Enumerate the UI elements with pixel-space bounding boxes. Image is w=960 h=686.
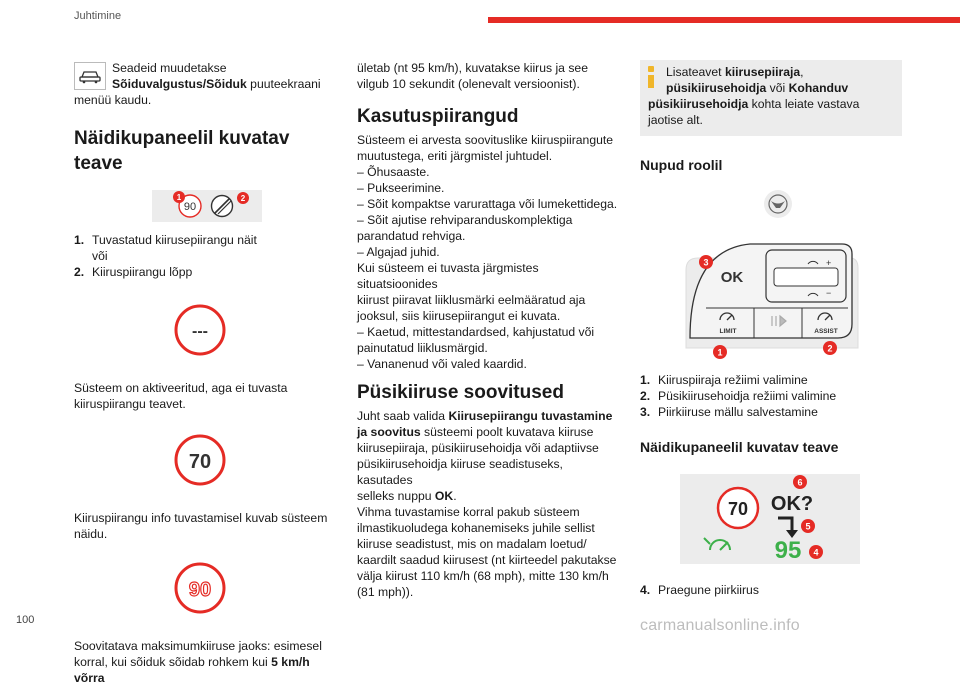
- limits-line: – Sõit ajutise rehviparanduskomplektiga: [357, 213, 573, 227]
- ok-button-label: OK: [720, 269, 744, 286]
- footer-watermark: carmanualsonline.info: [640, 617, 800, 634]
- info-line: püsikiirusehoidja kohta leiate vastava: [648, 97, 860, 111]
- rec-line: kiiruse seadistust, mis on madalam loetud/: [357, 537, 587, 551]
- section-title: Juhtimine: [74, 10, 122, 22]
- para-no-info-2: kiiruspiirangu teavet.: [74, 397, 186, 411]
- figure-steering-buttons: [680, 188, 860, 368]
- rec-line: kaardilt saadud kiirusest (nt kiirteedel pakutakse: [357, 553, 617, 567]
- svg-text:6: 6: [797, 477, 803, 488]
- info-icon: [648, 66, 655, 88]
- rec-line: ja soovitus süsteemi poolt kuvatava kiiruse: [357, 425, 594, 439]
- info-line: jaotise alt.: [648, 113, 703, 127]
- svg-text:1: 1: [717, 347, 723, 358]
- list-item: 1. Kiiruspiiraja režiimi valimine: [640, 373, 808, 387]
- col2-line: ületab (nt 95 km/h), kuvatakse kiirus ja see: [357, 61, 588, 75]
- speed-sign-90-highlighted-icon: [172, 560, 228, 616]
- ok-prompt: OK?: [770, 493, 814, 515]
- limits-line: – Pukseerimine.: [357, 181, 445, 195]
- intro-line-3: menüü kaudu.: [74, 93, 152, 107]
- info-box: [640, 60, 902, 136]
- rec-line: püsikiirusehoidja kiiruse seadistuseks, kasutades: [357, 457, 563, 487]
- limits-line: muutustega, eriti järgmistel juhtudel.: [357, 149, 553, 163]
- recommendation-text: [357, 408, 619, 600]
- svg-text:2: 2: [827, 343, 833, 354]
- svg-text:5: 5: [805, 521, 811, 532]
- figure-speed-sign-pair: [152, 190, 262, 222]
- limits-line: – Sõit kompaktse varurattaga või lumekettidega.: [357, 197, 618, 211]
- para-detect-2: näidu.: [74, 527, 108, 541]
- limits-line: kiirust piiravat liiklusmärki eelmääratud aja: [357, 293, 586, 307]
- speed-sign-70-icon: [172, 432, 228, 488]
- limits-line: – Õhusaaste.: [357, 165, 430, 179]
- speed-gauge-icon: [710, 540, 730, 550]
- page-number: 100: [16, 614, 35, 626]
- svg-text:4: 4: [813, 547, 819, 558]
- svg-text:1: 1: [176, 193, 182, 202]
- para-recommend-2: korral, kui sõiduk sõidab rohkem kui 5 km/h võrra: [74, 655, 310, 685]
- heading-usage-limits: Kasutuspiirangud: [357, 106, 519, 127]
- limits-line: Süsteem ei arvesta soovituslike kiiruspiirangute: [357, 133, 614, 147]
- list-item: 4. Praegune piirkiirus: [640, 583, 759, 597]
- para-detect-1: Kiiruspiirangu info tuvastamisel kuvab süsteem: [74, 511, 328, 525]
- para-recommend-1: Soovitatava maksimumkiiruse jaoks: esimesel: [74, 639, 322, 653]
- svg-text:2: 2: [240, 194, 246, 203]
- svg-text:3: 3: [703, 257, 709, 268]
- assist-button-label: ASSIST: [814, 328, 838, 335]
- rec-line: Juht saab valida Kiirusepiirangu tuvastamine: [357, 409, 613, 423]
- figure-sign-90: [172, 560, 228, 616]
- plus-label: +: [826, 258, 832, 268]
- column-3: [640, 60, 902, 598]
- col2-line: vilgub 10 sekundit (olenevalt versioonist).: [357, 77, 580, 91]
- heading-display-info: Näidikupaneelil kuvatav teave: [74, 128, 290, 174]
- limits-line: parandatud rehviga.: [357, 229, 466, 243]
- rec-line: ilmastikuoludega kohanemiseks juhile sellist: [357, 521, 595, 535]
- limit-button-label: LIMIT: [719, 328, 737, 335]
- list-item: 1. Tuvastatud kiirusepiirangu näit või: [74, 233, 257, 263]
- info-line: Lisateavet kiirusepiiraja,: [666, 65, 804, 79]
- header-accent-bar: [488, 17, 960, 23]
- rec-line: kiirusepiiraja, püsikiirusehoidja või adaptiivse: [357, 441, 599, 455]
- limits-line: Kui süsteem ei tuvasta järgmistes situatsioonides: [357, 261, 539, 291]
- intro-line-2: Sõiduvalgustus/Sõiduk puuteekraani: [112, 77, 321, 91]
- svg-text:90: 90: [188, 579, 212, 601]
- svg-text:70: 70: [727, 499, 749, 519]
- column-2: [357, 60, 619, 600]
- rec-line: Vihma tuvastamise korral pakub süsteem: [357, 505, 580, 519]
- display-diagram: [680, 474, 860, 564]
- fig2-legend-list: [640, 372, 902, 420]
- heading-display-info-2: Näidikupaneelil kuvatav teave: [640, 439, 839, 455]
- fig1-legend-list: [74, 232, 336, 280]
- limits-line: – Kaetud, mittestandardsed, kahjustatud või: [357, 325, 595, 339]
- heading-steering-buttons: Nupud roolil: [640, 157, 723, 173]
- limits-line: painutatud liiklusmärgid.: [357, 341, 488, 355]
- figure-display: [680, 474, 860, 564]
- car-settings-icon: [74, 62, 106, 90]
- figure-sign-70: [172, 432, 228, 488]
- list-item: 2. Püsikiirusehoidja režiimi valimine: [640, 389, 837, 403]
- info-line: püsikiirusehoidja või Kohanduv: [666, 81, 849, 95]
- limits-line: – Algajad juhid.: [357, 245, 440, 259]
- heading-speed-recommendations: Püsikiiruse soovitused: [357, 382, 564, 403]
- rec-line: selleks nuppu OK.: [357, 489, 457, 503]
- minus-label: −: [826, 288, 832, 298]
- speed-sign-empty-icon: [172, 302, 228, 358]
- figure-no-info-sign: [172, 302, 228, 358]
- fig3-legend-list: [640, 582, 902, 598]
- list-item: 3. Piirkiiruse mällu salvestamine: [640, 405, 818, 419]
- rec-line: välja kiirust 110 km/h (68 mph), mitte 130 km/h: [357, 569, 609, 583]
- limits-line: – Vananenud või valed kaardid.: [357, 357, 527, 371]
- limits-line: jooksul, siis kiirusepiirangut ei kuvata.: [357, 309, 561, 323]
- svg-text:---: ---: [192, 323, 208, 340]
- intro-line-1: Seadeid muudetakse: [112, 61, 227, 75]
- column-1: [74, 60, 336, 686]
- speed-sign-90-icon: [152, 190, 262, 222]
- para-no-info-1: Süsteem on aktiveeritud, aga ei tuvasta: [74, 381, 288, 395]
- intro-note: [74, 60, 336, 108]
- current-speed: 95: [774, 537, 802, 564]
- svg-text:70: 70: [188, 451, 212, 473]
- rec-line: (81 mph)).: [357, 585, 414, 599]
- steering-wheel-buttons-diagram: [680, 188, 860, 368]
- fig1-sign-text: 90: [183, 201, 197, 213]
- limits-text: [357, 132, 619, 372]
- list-item: 2. Kiiruspiirangu lõpp: [74, 265, 193, 279]
